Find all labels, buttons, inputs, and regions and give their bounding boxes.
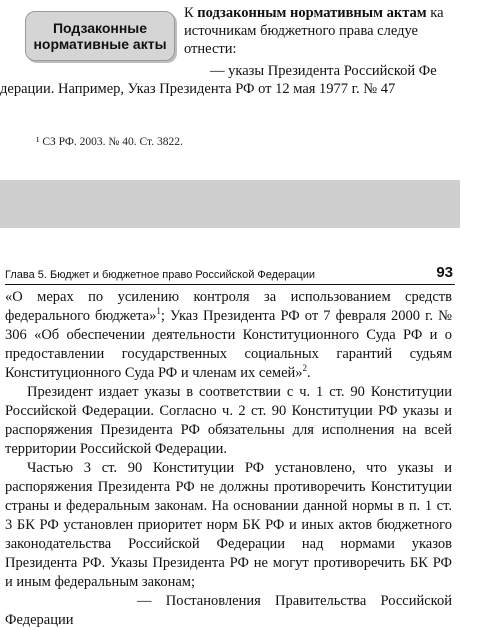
paragraph-text: ; Указ Президента РФ от 7 февраля 2000 г. № 306 «Об обеспечении деятельности Конституционного Суда РФ и о предоставлении государственных социальных гарантий судьям Конституционного Суда РФ и членам их семей» xyxy=(5,308,452,381)
previous-page-fragment xyxy=(0,0,460,180)
text-line-example: дерации. Например, Указ Президента РФ от 12 мая 1977 г. № 47 xyxy=(0,81,396,97)
paragraph-text: . xyxy=(307,365,311,381)
paragraph: Президент издает указы в соответствии с ч. 1 ст. 90 Конституции Российской Федерации. Согласно ч. 2 ст. 90 Конституции РФ указы и распоряжения Президента РФ обязательны для исполнения на всей территории Российской Федерации. xyxy=(5,384,452,457)
footnote-ref: 1 xyxy=(156,306,161,317)
badge-line-2: нормативные акты xyxy=(33,36,167,52)
intro-pre: К xyxy=(184,5,198,21)
intro-post: ка xyxy=(426,5,444,21)
paragraph: — Постановления Правительства Российской Федерации xyxy=(5,593,452,628)
paragraph: Частью 3 ст. 90 Конституции РФ установлено, что указы и распоряжения Президента РФ не должны противоречить Конституции страны и федеральным законам. На основании данной нормы в п. 1 ст. 3 БК РФ установлен приоритет норм БК РФ и иных актов бюджетного законодательства Российской Федерации над нормами указов Президента РФ. Указы Президента РФ не могут противоречить БК РФ и иным федеральным законам; xyxy=(5,460,452,590)
running-head xyxy=(5,266,455,285)
intro-line-2: источникам бюджетного права следуе xyxy=(184,23,418,39)
page-gap xyxy=(0,180,460,228)
intro-bold-term: подзаконным нормативным актам xyxy=(197,5,427,21)
paragraph-text: «О мерах по усилению контроля за использованием средств федерального бюджета» xyxy=(5,289,452,324)
intro-text xyxy=(184,4,484,58)
page-number: 93 xyxy=(436,264,453,281)
intro-line-3: отнести: xyxy=(184,41,237,57)
paragraph xyxy=(5,288,452,383)
book-page xyxy=(0,228,460,628)
list-item-decrees: — указы Президента Российской Фе xyxy=(210,63,437,79)
margin-badge xyxy=(25,11,175,61)
badge-line-1: Подзаконные xyxy=(52,20,148,36)
chapter-title: Глава 5. Бюджет и бюджетное право Российской Федерации xyxy=(5,269,315,281)
body-text xyxy=(5,288,452,630)
footnote: ¹ СЗ РФ. 2003. № 40. Ст. 3822. xyxy=(36,136,183,148)
footnote-ref: 2 xyxy=(302,363,308,374)
